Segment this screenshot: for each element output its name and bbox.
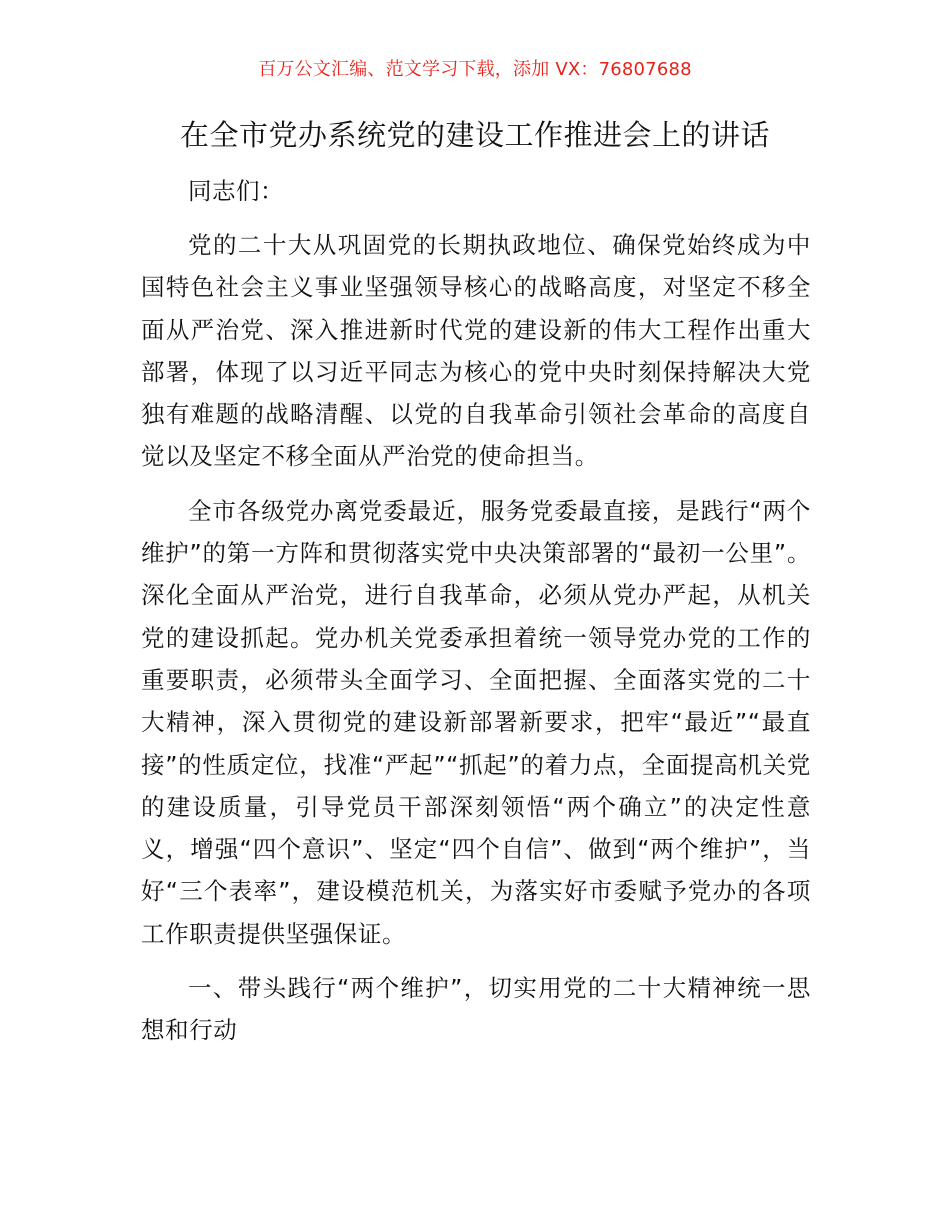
document-body: [141, 170, 811, 1052]
paragraph-1: 党的二十大从巩固党的长期执政地位、确保党始终成为中国特色社会主义事业坚强领导核心的战略高度，对坚定不移全面从严治党、深入推进新时代党的建设新的伟大工程作出重大部署，体现了以习近平同志为核心的党中央时刻保持解决大党独有难题的战略清醒、以党的自我革命引领社会革命的高度自觉以及坚定不移全面从严治党的使命担当。: [141, 231, 811, 471]
salutation: 同志们：: [188, 177, 284, 205]
section-heading-1: 一、带头践行“两个维护”，切实用党的二十大精神统一思想和行动: [141, 974, 811, 1045]
paragraph-2: 全市各级党办离党委最近，服务党委最直接，是践行“两个维护”的第一方阵和贯彻落实党中央决策部署的“最初一公里”。深化全面从严治党，进行自我革命，必须从党办严起，从机关党的建设抓起。党办机关党委承担着统一领导党办党的工作的重要职责，必须带头全面学习、全面把握、全面落实党的二十大精神，深入贯彻党的建设新部署新要求，把牢“最近”“最直接”的性质定位，找准“严起”“抓起”的着力点，全面提高机关党的建设质量，引导党员干部深刻领悟“两个确立”的决定性意义，增强“四个意识”、坚定“四个自信”、做到“两个维护”，当好“三个表率”，建设模范机关，为落实好市委赋予党办的各项工作职责提供坚强保证。: [141, 496, 811, 948]
document-title: 在全市党办系统党的建设工作推进会上的讲话: [179, 118, 770, 152]
header-banner: 百万公文汇编、范文学习下载，添加 VX：76807688: [258, 59, 692, 80]
